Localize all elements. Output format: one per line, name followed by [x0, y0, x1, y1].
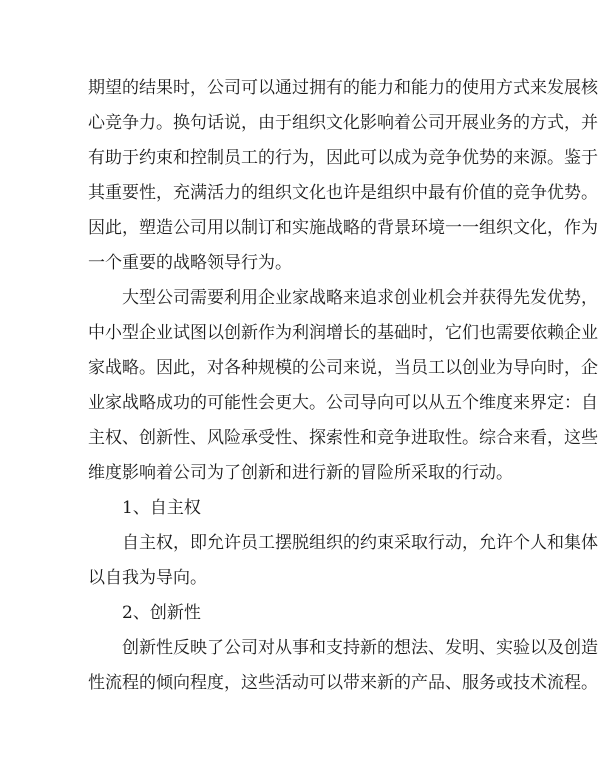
paragraph-2-line-3: 家战略。因此，对各种规模的公司来说，当员工以创业为导向时，企 [88, 358, 598, 378]
section-2-line-1: 创新性反映了公司对从事和支持新的想法、发明、实验以及创造 [122, 638, 598, 658]
paragraph-1-line-5: 因此，塑造公司用以制订和实施战略的背景环境一一组织文化，作为 [88, 218, 598, 238]
paragraph-2-line-5: 主权、创新性、风险承受性、探索性和竞争进取性。综合来看，这些 [88, 428, 598, 448]
section-2-line-2: 性流程的倾向程度，这些活动可以带来新的产品、服务或技术流程。 [88, 673, 598, 693]
section-2-heading: 2、创新性 [122, 603, 201, 623]
paragraph-2-line-6: 维度影响着公司为了创新和进行新的冒险所采取的行动。 [88, 463, 513, 483]
paragraph-2-line-4: 业家战略成功的可能性会更大。公司导向可以从五个维度来界定：自 [88, 393, 598, 413]
paragraph-2-line-2: 中小型企业试图以创新作为利润增长的基础时，它们也需要依赖企业 [88, 323, 598, 343]
section-1-heading: 1、自主权 [122, 498, 201, 518]
paragraph-2-line-1: 大型公司需要利用企业家战略来追求创业机会并获得先发优势， [122, 288, 598, 308]
paragraph-1-line-2: 心竞争力。换句话说，由于组织文化影响着公司开展业务的方式，并 [88, 113, 598, 133]
section-1-line-1: 自主权，即允许员工摆脱组织的约束采取行动，允许个人和集体 [122, 533, 598, 553]
section-1-line-2: 以自我为导向。 [88, 568, 207, 588]
paragraph-1-line-3: 有助于约束和控制员工的行为，因此可以成为竞争优势的来源。鉴于 [88, 148, 598, 168]
paragraph-1-line-6: 一个重要的战略领导行为。 [88, 253, 292, 273]
paragraph-1-line-4: 其重要性，充满活力的组织文化也许是组织中最有价值的竞争优势。 [88, 183, 598, 203]
paragraph-1-line-1: 期望的结果时，公司可以通过拥有的能力和能力的使用方式来发展核 [88, 78, 598, 98]
